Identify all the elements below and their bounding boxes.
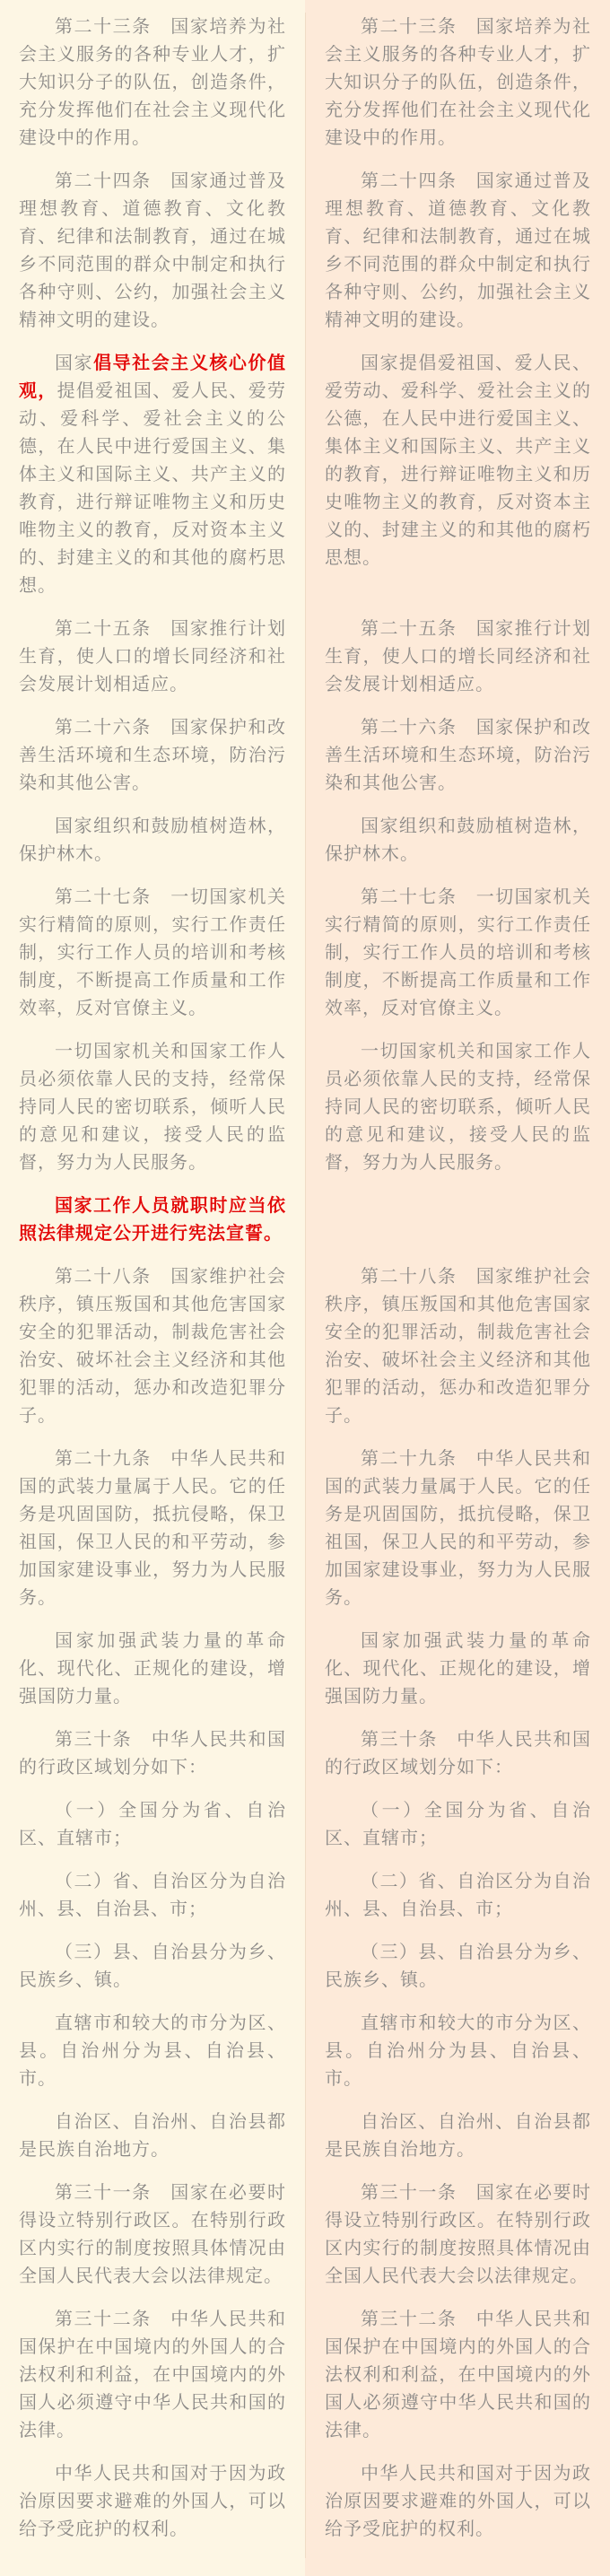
paragraph-text: 第三十二条 中华人民共和国保护在中国境内的外国人的合法权利和利益，在中国境内的外国人必须遵守中华人民共和国的法律。	[325, 2308, 591, 2441]
amended-paragraph	[19, 883, 286, 1022]
paragraph-text: 一切国家机关和国家工作人员必须依靠人民的支持，经常保持同人民的密切联系，倾听人民的意见和建议，接受人民的监督，努力为人民服务。	[325, 1040, 591, 1173]
original-paragraph	[325, 812, 591, 868]
amended-version-cell	[0, 349, 305, 615]
amended-paragraph	[19, 1262, 286, 1429]
original-version-cell	[305, 2108, 610, 2179]
amended-version-cell	[0, 2179, 305, 2305]
comparison-row	[0, 1938, 610, 2009]
paragraph-text: 直辖市和较大的市分为区、县。自治州分为县、自治县、市。	[325, 2012, 591, 2089]
amended-version-cell	[0, 713, 305, 812]
amended-version-cell	[0, 1192, 305, 1262]
original-paragraph	[325, 349, 591, 572]
amended-version-cell	[0, 2459, 305, 2558]
paragraph-text: 第二十九条 中华人民共和国的武装力量属于人民。它的任务是巩固国防，抵抗侵略，保卫祖国，保卫人民的和平劳动，参加国家建设事业，努力为人民服务。	[19, 1447, 286, 1608]
comparison-row	[0, 713, 610, 812]
comparison-row	[0, 883, 610, 1037]
paragraph-text: （三）县、自治县分为乡、民族乡、镇。	[325, 1941, 591, 1990]
paragraph-text: 直辖市和较大的市分为区、县。自治州分为县、自治县、市。	[19, 2012, 286, 2089]
paragraph-text: 国家加强武装力量的革命化、现代化、正规化的建设，增强国防力量。	[325, 1629, 591, 1707]
original-paragraph	[325, 1262, 591, 1429]
paragraph-text: 第二十三条 国家培养为社会主义服务的各种专业人才，扩大知识分子的队伍，创造条件，充分发挥他们在社会主义现代化建设中的作用。	[325, 15, 591, 148]
amended-paragraph	[19, 1938, 286, 1994]
amended-version-cell	[0, 167, 305, 349]
paragraph-text: 提倡爱祖国、爱人民、爱劳动、爱科学、爱社会主义的公德，在人民中进行爱国主义、集体主义和国际主义、共产主义的教育，进行辩证唯物主义和历史唯物主义的教育，反对资本主义的、封建主义的和其他的腐朽思想。	[19, 380, 287, 596]
amended-version-cell	[0, 1938, 305, 2009]
comparison-row	[0, 2009, 610, 2108]
amended-paragraph	[19, 1627, 286, 1710]
comparison-row	[0, 349, 610, 615]
comparison-row	[0, 2179, 610, 2305]
paragraph-text: 第二十五条 国家推行计划生育，使人口的增长同经济和社会发展计划相适应。	[19, 617, 286, 694]
paragraph-text: 国家	[55, 352, 94, 373]
original-version-cell	[305, 883, 610, 1037]
original-version-cell	[305, 1867, 610, 1938]
amended-paragraph	[19, 1037, 286, 1176]
paragraph-text: 自治区、自治州、自治县都是民族自治地方。	[325, 2110, 591, 2160]
original-version-cell	[305, 2179, 610, 2305]
paragraph-text: 一切国家机关和国家工作人员必须依靠人民的支持，经常保持同人民的密切联系，倾听人民的意见和建议，接受人民的监督，努力为人民服务。	[19, 1040, 286, 1173]
original-version-cell	[305, 1938, 610, 2009]
original-version-cell	[305, 2305, 610, 2459]
original-paragraph	[325, 2009, 591, 2092]
amended-paragraph	[19, 167, 286, 334]
original-paragraph	[325, 2108, 591, 2163]
paragraph-text: 第二十九条 中华人民共和国的武装力量属于人民。它的任务是巩固国防，抵抗侵略，保卫祖国，保卫人民的和平劳动，参加国家建设事业，努力为人民服务。	[325, 1447, 591, 1608]
original-version-cell	[305, 1445, 610, 1627]
paragraph-text: 国家加强武装力量的革命化、现代化、正规化的建设，增强国防力量。	[19, 1629, 286, 1707]
amended-version-cell	[0, 1627, 305, 1725]
comparison-row	[0, 1796, 610, 1867]
amended-version-cell	[0, 1262, 305, 1445]
amended-paragraph	[19, 812, 286, 868]
paragraph-text: 第二十六条 国家保护和改善生活环境和生态环境，防治污染和其他公害。	[19, 716, 286, 793]
amended-paragraph	[19, 1867, 286, 1923]
paragraph-text: 自治区、自治州、自治县都是民族自治地方。	[19, 2110, 286, 2160]
paragraph-text: 国家组织和鼓励植树造林，保护林木。	[325, 815, 591, 864]
amended-paragraph	[19, 1725, 286, 1781]
comparison-row	[0, 13, 610, 167]
paragraph-text: 国家提倡爱祖国、爱人民、爱劳动、爱科学、爱社会主义的公德，在人民中进行爱国主义、集体主义和国际主义、共产主义的教育，进行辩证唯物主义和历史唯物主义的教育，反对资本主义的、封建主义的和其他的腐朽思想。	[325, 352, 591, 568]
original-paragraph	[325, 167, 591, 334]
original-paragraph	[325, 1627, 591, 1710]
amended-version-cell	[0, 1867, 305, 1938]
amendment-highlight: 倡导社会主义核心价值观，	[19, 352, 287, 401]
paragraph-text: （一）全国分为省、自治区、直辖市；	[19, 1799, 286, 1848]
paragraph-text: 中华人民共和国对于因为政治原因要求避难的外国人，可以给予受庇护的权利。	[325, 2462, 591, 2539]
comparison-row	[0, 1037, 610, 1192]
original-paragraph	[325, 2459, 591, 2543]
amendment-highlight: 国家工作人员就职时应当依照法律规定公开进行宪法宣誓。	[19, 1194, 286, 1244]
original-version-cell	[305, 1192, 610, 1262]
paragraph-text: 中华人民共和国对于因为政治原因要求避难的外国人，可以给予受庇护的权利。	[19, 2462, 286, 2539]
comparison-row	[0, 2108, 610, 2179]
paragraph-text: （一）全国分为省、自治区、直辖市；	[325, 1799, 591, 1848]
paragraph-text: 第三十一条 国家在必要时得设立特别行政区。在特别行政区内实行的制度按照具体情况由全国人民代表大会以法律规定。	[19, 2181, 286, 2286]
original-paragraph	[325, 1796, 591, 1852]
amended-version-cell	[0, 1037, 305, 1192]
amended-version-cell	[0, 2009, 305, 2108]
amended-paragraph	[19, 349, 286, 599]
original-paragraph	[325, 13, 591, 152]
paragraph-text: （二）省、自治区分为自治州、县、自治县、市；	[325, 1870, 591, 1919]
original-paragraph	[325, 1867, 591, 1923]
paragraph-text: 第二十六条 国家保护和改善生活环境和生态环境，防治污染和其他公害。	[325, 716, 591, 793]
comparison-row	[0, 1725, 610, 1796]
paragraph-text: 第二十七条 一切国家机关实行精简的原则，实行工作责任制，实行工作人员的培训和考核制度，不断提高工作质量和工作效率，反对官僚主义。	[325, 886, 591, 1018]
comparison-row	[0, 812, 610, 883]
paragraph-text: （三）县、自治县分为乡、民族乡、镇。	[19, 1941, 286, 1990]
paragraph-text: 第三十二条 中华人民共和国保护在中国境内的外国人的合法权利和利益，在中国境内的外国人必须遵守中华人民共和国的法律。	[19, 2308, 286, 2441]
comparison-row	[0, 1262, 610, 1445]
original-version-cell	[305, 167, 610, 349]
original-version-cell	[305, 812, 610, 883]
amended-version-cell	[0, 13, 305, 167]
original-version-cell	[305, 2459, 610, 2558]
paragraph-text: （二）省、自治区分为自治州、县、自治县、市；	[19, 1870, 286, 1919]
paragraph-text: 第二十七条 一切国家机关实行精简的原则，实行工作责任制，实行工作人员的培训和考核制度，不断提高工作质量和工作效率，反对官僚主义。	[19, 886, 286, 1018]
amended-paragraph	[19, 2459, 286, 2543]
paragraph-text: 第二十八条 国家维护社会秩序，镇压叛国和其他危害国家安全的犯罪活动，制裁危害社会治安、破坏社会主义经济和其他犯罪的活动，惩办和改造犯罪分子。	[325, 1265, 591, 1426]
amended-paragraph	[19, 2305, 286, 2444]
original-version-cell	[305, 2009, 610, 2108]
amended-paragraph	[19, 1192, 286, 1247]
amended-version-cell	[0, 2305, 305, 2459]
comparison-row	[0, 1627, 610, 1725]
original-paragraph	[325, 1938, 591, 1994]
amended-paragraph	[19, 1796, 286, 1852]
original-paragraph	[325, 883, 591, 1022]
comparison-row	[0, 2459, 610, 2558]
comparison-row	[0, 1445, 610, 1627]
amended-version-cell	[0, 615, 305, 713]
amended-paragraph	[19, 615, 286, 698]
original-version-cell	[305, 713, 610, 812]
paragraph-text: 国家组织和鼓励植树造林，保护林木。	[19, 815, 286, 864]
original-version-cell	[305, 13, 610, 167]
comparison-row	[0, 1867, 610, 1938]
paragraph-text: 第二十八条 国家维护社会秩序，镇压叛国和其他危害国家安全的犯罪活动，制裁危害社会治安、破坏社会主义经济和其他犯罪的活动，惩办和改造犯罪分子。	[19, 1265, 286, 1426]
amended-paragraph	[19, 2009, 286, 2092]
original-version-cell	[305, 349, 610, 615]
amended-version-cell	[0, 1725, 305, 1796]
amended-paragraph	[19, 2108, 286, 2163]
paragraph-text: 第三十条 中华人民共和国的行政区域划分如下：	[19, 1728, 286, 1777]
amended-version-cell	[0, 883, 305, 1037]
original-paragraph	[325, 2179, 591, 2290]
comparison-row	[0, 615, 610, 713]
amended-paragraph	[19, 2179, 286, 2290]
original-version-cell	[305, 1627, 610, 1725]
amended-version-cell	[0, 1796, 305, 1867]
original-version-cell	[305, 1725, 610, 1796]
original-paragraph	[325, 1445, 591, 1611]
original-version-cell	[305, 615, 610, 713]
paragraph-text: 第二十四条 国家通过普及理想教育、道德教育、文化教育、纪律和法制教育，通过在城乡不同范围的群众中制定和执行各种守则、公约，加强社会主义精神文明的建设。	[19, 170, 286, 330]
original-version-cell	[305, 1262, 610, 1445]
comparison-table	[0, 13, 610, 2558]
amended-version-cell	[0, 812, 305, 883]
original-paragraph	[325, 713, 591, 797]
original-version-cell	[305, 1796, 610, 1867]
amended-version-cell	[0, 1445, 305, 1627]
paragraph-text: 第二十五条 国家推行计划生育，使人口的增长同经济和社会发展计划相适应。	[325, 617, 591, 694]
paragraph-text: 第三十一条 国家在必要时得设立特别行政区。在特别行政区内实行的制度按照具体情况由全国人民代表大会以法律规定。	[325, 2181, 591, 2286]
paragraph-text: 第三十条 中华人民共和国的行政区域划分如下：	[325, 1728, 591, 1777]
paragraph-text: 第二十四条 国家通过普及理想教育、道德教育、文化教育、纪律和法制教育，通过在城乡不同范围的群众中制定和执行各种守则、公约，加强社会主义精神文明的建设。	[325, 170, 591, 330]
comparison-row	[0, 2305, 610, 2459]
amended-paragraph	[19, 1445, 286, 1611]
amended-paragraph	[19, 13, 286, 152]
original-paragraph	[325, 1037, 591, 1176]
original-paragraph	[325, 1725, 591, 1781]
amended-version-cell	[0, 2108, 305, 2179]
amended-paragraph	[19, 713, 286, 797]
original-version-cell	[305, 1037, 610, 1192]
comparison-row	[0, 1192, 610, 1262]
original-paragraph	[325, 2305, 591, 2444]
comparison-row	[0, 167, 610, 349]
paragraph-text: 第二十三条 国家培养为社会主义服务的各种专业人才，扩大知识分子的队伍，创造条件，充分发挥他们在社会主义现代化建设中的作用。	[19, 15, 286, 148]
original-paragraph	[325, 615, 591, 698]
